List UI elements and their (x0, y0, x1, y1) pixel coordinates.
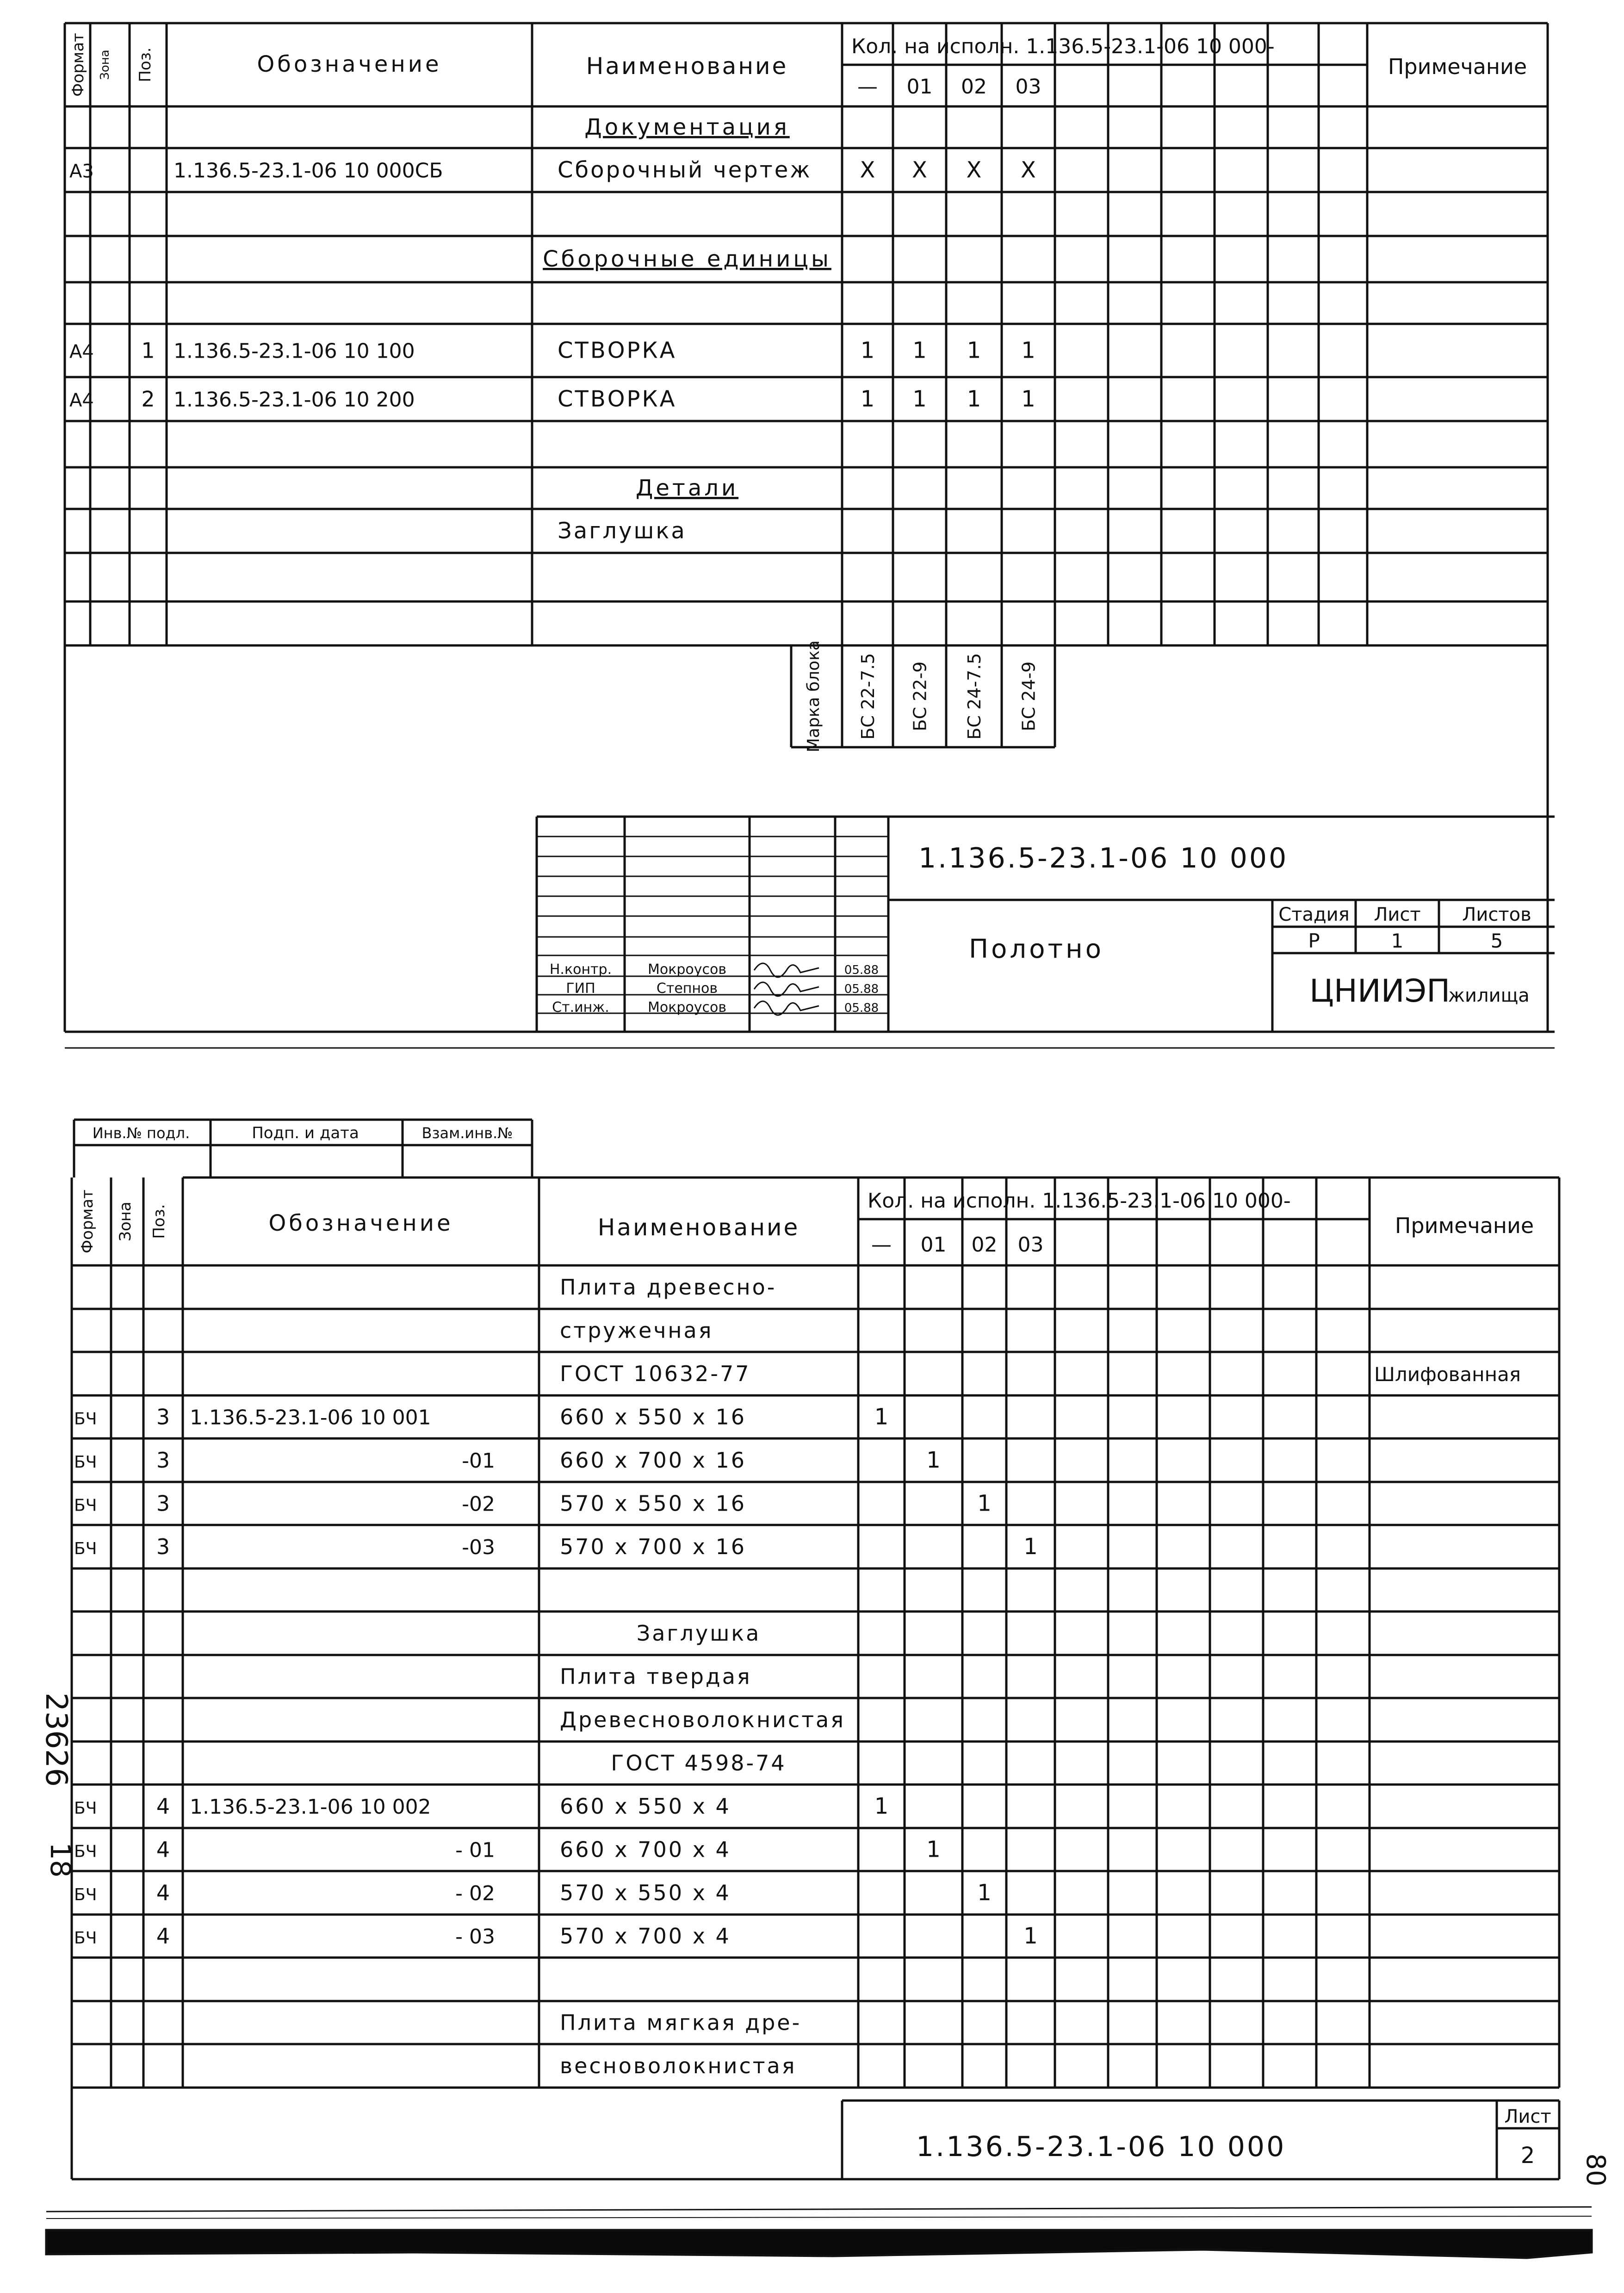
name-cell: ГОСТ 4598-74 (611, 1750, 787, 1776)
pos-cell: 4 (156, 1880, 170, 1905)
qty-cell: 1 (977, 1880, 992, 1906)
footer-code: 1.136.5-23.1-06 10 000 (916, 2131, 1286, 2163)
sheet-value: 1 (1391, 930, 1404, 952)
qty-cell: 1 (977, 1490, 992, 1517)
format-cell: БЧ (74, 1928, 97, 1948)
qty-cell: X (912, 157, 927, 183)
name-cell: 660 x 550 x 16 (560, 1404, 747, 1430)
stage-label: Стадия (1278, 904, 1350, 925)
designation-cell: -03 (462, 1536, 495, 1559)
page-mark: 80 (1581, 2153, 1611, 2187)
sig-date: 05.88 (844, 1001, 879, 1015)
mark-value: БС 22-9 (910, 661, 930, 731)
name-cell: 660 x 700 x 16 (560, 1448, 747, 1473)
sheet-label: Лист (1374, 904, 1421, 925)
name-cell: 570 x 550 x 4 (560, 1880, 731, 1905)
pos-cell: 4 (156, 1794, 170, 1819)
designation-cell: 1.136.5-23.1-06 10 200 (174, 388, 415, 412)
org-name: ЦНИИЭП (1309, 973, 1450, 1010)
signature-scribble (754, 963, 819, 977)
format-cell: БЧ (74, 1842, 97, 1861)
scan-line (46, 2216, 1592, 2219)
designation-cell: 1.136.5-23.1-06 10 002 (190, 1795, 431, 1819)
pos-cell: 4 (156, 1837, 170, 1862)
org-suffix: жилища (1448, 985, 1530, 1006)
col-name-header: Наименование (597, 1214, 800, 1241)
sig-name: Мокроусов (647, 999, 727, 1016)
footer-sheet-number: 2 (1520, 2143, 1535, 2169)
name-cell: 660 x 700 x 4 (560, 1837, 731, 1862)
format-cell: БЧ (74, 1453, 97, 1472)
qty-cell: 1 (912, 337, 927, 364)
name-cell: Детали (635, 475, 739, 501)
name-cell: СТВОРКА (558, 386, 677, 412)
qty-cell: 1 (912, 386, 927, 412)
qty-cell: 1 (1021, 386, 1035, 412)
col-pos-header: Поз. (150, 1204, 168, 1239)
variant-header: — (871, 1233, 892, 1257)
name-cell: Древесноволокнистая (560, 1707, 845, 1732)
col-designation-header: Обозначение (257, 51, 442, 77)
variant-header: — (857, 75, 878, 99)
sig-name: Мокроусов (647, 961, 727, 978)
sig-role: ГИП (566, 980, 595, 997)
variant-header: 01 (906, 75, 933, 99)
pos-cell: 3 (156, 1534, 170, 1559)
page-mark: 18 (44, 1842, 76, 1878)
qty-cell: 1 (1023, 1534, 1038, 1560)
format-cell: БЧ (74, 1496, 97, 1515)
name-cell: ГОСТ 10632-77 (560, 1361, 751, 1386)
qty-header: Кол. на исполн. 1.136.5-23.1-06 10 000- (851, 35, 1275, 58)
mark-value: БС 24-7.5 (964, 653, 985, 740)
col-name-header: Наименование (586, 53, 788, 80)
scan-line (46, 2207, 1592, 2212)
name-cell: Плита древесно- (560, 1275, 777, 1300)
designation-cell: 1.136.5-23.1-06 10 100 (174, 339, 415, 363)
qty-cell: 1 (1021, 337, 1035, 364)
format-cell: А4 (69, 341, 94, 363)
sig-name: Степнов (656, 980, 718, 997)
designation-cell: - 02 (455, 1882, 495, 1905)
pos-cell: 3 (156, 1448, 170, 1473)
qty-cell: 1 (874, 1404, 889, 1430)
pos-cell: 1 (141, 338, 155, 363)
name-cell: 570 x 550 x 16 (560, 1491, 747, 1516)
stamp-replaced: Взам.инв.№ (421, 1124, 513, 1142)
designation-cell: - 03 (455, 1925, 495, 1949)
qty-cell: 1 (926, 1836, 941, 1863)
sheets-label: Листов (1462, 904, 1531, 925)
qty-cell: 1 (860, 386, 875, 412)
qty-header: Кол. на исполн. 1.136.5-23.1-06 10 000- (868, 1189, 1291, 1213)
format-cell: БЧ (74, 1799, 97, 1818)
col-format-header: Формат (69, 33, 87, 97)
name-cell: Заглушка (558, 518, 687, 544)
stamp-inv: Инв.№ подл. (92, 1124, 190, 1142)
mark-value: БС 22-7.5 (858, 653, 878, 740)
pos-cell: 3 (156, 1491, 170, 1516)
name-cell: Документация (584, 114, 790, 140)
designation-cell: -01 (462, 1449, 495, 1473)
designation-cell: 1.136.5-23.1-06 10 000СБ (174, 159, 443, 183)
name-cell: стружечная (560, 1318, 713, 1343)
footer-sheet-label: Лист (1504, 2106, 1551, 2127)
col-format-header: Формат (78, 1190, 97, 1253)
qty-cell: 1 (860, 337, 875, 364)
format-cell: БЧ (74, 1539, 97, 1558)
designation-cell: -02 (462, 1492, 495, 1516)
table-text (39, 33, 1611, 2187)
note-cell: Шлифованная (1374, 1363, 1521, 1386)
col-note-header: Примечание (1395, 1213, 1534, 1238)
qty-cell: 1 (874, 1793, 889, 1819)
mark-value: БС 24-9 (1018, 661, 1039, 731)
col-note-header: Примечание (1388, 54, 1527, 79)
variant-header: 02 (971, 1233, 998, 1257)
qty-cell: 1 (926, 1447, 941, 1473)
designation-cell: - 01 (455, 1838, 495, 1862)
name-cell: 660 x 550 x 4 (560, 1794, 731, 1819)
variant-header: 03 (1017, 1233, 1044, 1257)
qty-cell: 1 (1023, 1923, 1038, 1949)
variant-header: 02 (961, 75, 987, 99)
sig-role: Н.контр. (549, 961, 612, 978)
name-cell: Плита твердая (560, 1664, 752, 1689)
designation-cell: 1.136.5-23.1-06 10 001 (190, 1406, 431, 1430)
col-designation-header: Обозначение (268, 1210, 453, 1236)
name-cell: весноволокнистая (560, 2053, 797, 2078)
format-cell: БЧ (74, 1885, 97, 1904)
sig-date: 05.88 (844, 982, 879, 996)
variant-header: 03 (1015, 75, 1041, 99)
pos-cell: 4 (156, 1923, 170, 1949)
pos-cell: 2 (141, 386, 155, 412)
name-cell: Сборочные единицы (543, 246, 831, 272)
scan-edge-bar (46, 2230, 1592, 2258)
stage-value: Р (1308, 930, 1320, 952)
title-block-code: 1.136.5-23.1-06 10 000 (918, 842, 1289, 874)
format-cell: А4 (69, 390, 94, 411)
qty-cell: X (966, 157, 982, 183)
sig-date: 05.88 (844, 963, 879, 977)
col-zone-header: Зона (98, 50, 112, 80)
name-cell: Сборочный чертеж (558, 157, 812, 183)
mark-label: Марка блока (804, 640, 823, 753)
sheets-value: 5 (1490, 930, 1503, 952)
format-cell: БЧ (74, 1409, 97, 1429)
name-cell: Плита мягкая дре- (560, 2010, 802, 2035)
col-zone-header: Зона (116, 1202, 135, 1241)
col-pos-header: Поз. (136, 47, 155, 82)
qty-cell: X (860, 157, 875, 183)
sig-role: Ст.инж. (552, 999, 609, 1016)
stamp-sign-date: Подп. и дата (252, 1124, 359, 1142)
name-cell: 570 x 700 x 16 (560, 1534, 747, 1559)
qty-cell: 1 (967, 337, 981, 364)
name-cell: Заглушка (636, 1621, 761, 1646)
qty-cell: 1 (967, 386, 981, 412)
name-cell: СТВОРКА (558, 337, 677, 364)
name-cell: 570 x 700 x 4 (560, 1923, 731, 1949)
pos-cell: 3 (156, 1404, 170, 1430)
archive-number: 23626 (39, 1692, 73, 1787)
variant-header: 01 (920, 1233, 947, 1257)
format-cell: А3 (69, 161, 94, 182)
qty-cell: X (1021, 157, 1036, 183)
title-block-title: Полотно (969, 934, 1104, 964)
